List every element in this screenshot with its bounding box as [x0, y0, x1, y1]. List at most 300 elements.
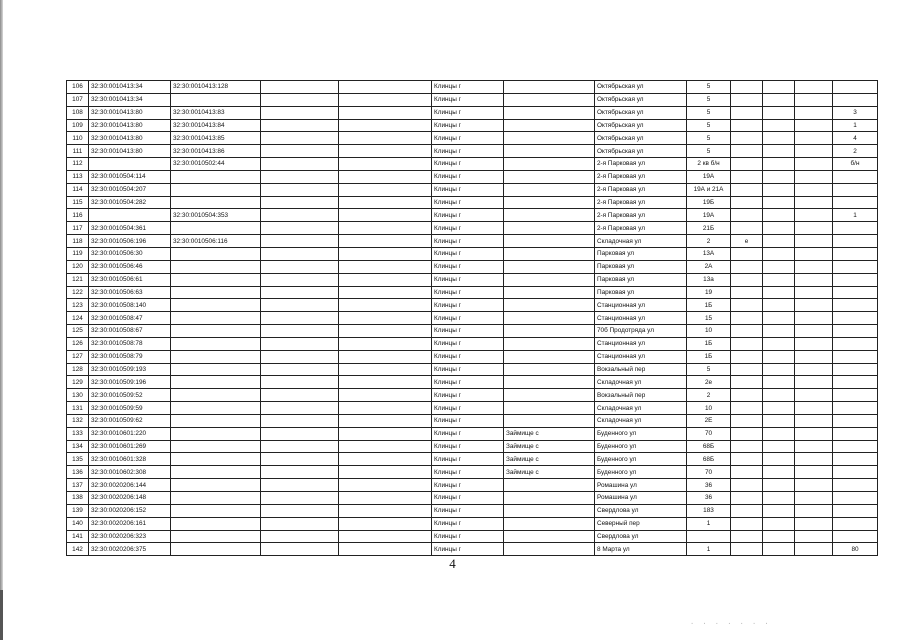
cell-blank-col-b [339, 325, 432, 338]
cell-street: 2-я Парковая ул [595, 158, 687, 171]
cell-cadastral-number: 32:30:0010508:79 [89, 350, 171, 363]
cell-cadastral-number: 32:30:0010508:140 [89, 299, 171, 312]
cell-city: Клинцы г [432, 209, 504, 222]
cell-settlement [504, 286, 595, 299]
table-row [67, 543, 878, 556]
cell-city: Клинцы г [432, 492, 504, 505]
cell-cadastral-number: 32:30:0010509:193 [89, 363, 171, 376]
cell-blank-col-a [261, 479, 339, 492]
cell-settlement [504, 132, 595, 145]
cell-apartment-number: 1 [833, 209, 878, 222]
cell-blank-col-c [763, 119, 795, 132]
cell-settlement [504, 119, 595, 132]
cell-row-number: 140 [67, 517, 89, 530]
cell-blank-col-d [795, 376, 833, 389]
cell-row-number: 134 [67, 440, 89, 453]
cell-apartment-number [833, 504, 878, 517]
cell-house-number: 19 [687, 286, 731, 299]
cell-blank-col-a [261, 119, 339, 132]
cell-blank-col-c [763, 260, 795, 273]
cell-apartment-number [833, 222, 878, 235]
cell-city: Клинцы г [432, 106, 504, 119]
cell-cadastral-number: 32:30:0010506:46 [89, 260, 171, 273]
cell-apartment-number [833, 170, 878, 183]
cell-cadastral-number: 32:30:0010506:63 [89, 286, 171, 299]
cell-cadastral-number: 32:30:0010601:269 [89, 440, 171, 453]
cell-blank-col-c [763, 158, 795, 171]
cell-blank-col-a [261, 183, 339, 196]
cell-inner-cadastral-number [171, 93, 261, 106]
cell-house-number: 5 [687, 106, 731, 119]
cell-blank-col-b [339, 389, 432, 402]
cell-settlement [504, 517, 595, 530]
cell-blank-col-a [261, 286, 339, 299]
cell-house-number: 19Б [687, 196, 731, 209]
cell-blank-col-d [795, 196, 833, 209]
cell-settlement [504, 222, 595, 235]
cell-blank-col-b [339, 158, 432, 171]
registry-table [66, 80, 878, 556]
cell-blank-col-a [261, 427, 339, 440]
cell-house-number: 1Б [687, 350, 731, 363]
cell-cadastral-number: 32:30:0010504:361 [89, 222, 171, 235]
cell-blank-col-d [795, 479, 833, 492]
cell-building-letter [731, 273, 763, 286]
cell-cadastral-number: 32:30:0010509:196 [89, 376, 171, 389]
cell-building-letter [731, 440, 763, 453]
cell-city: Клинцы г [432, 81, 504, 94]
cell-apartment-number: 2 [833, 145, 878, 158]
cell-street: Парковая ул [595, 273, 687, 286]
cell-house-number: 15 [687, 312, 731, 325]
table-row [67, 453, 878, 466]
cell-house-number: 2Е [687, 414, 731, 427]
cell-building-letter [731, 106, 763, 119]
cell-inner-cadastral-number [171, 479, 261, 492]
cell-city: Клинцы г [432, 170, 504, 183]
cell-cadastral-number [89, 209, 171, 222]
table-row [67, 325, 878, 338]
cell-blank-col-b [339, 170, 432, 183]
cell-apartment-number: 80 [833, 543, 878, 556]
cell-street: 2-я Парковая ул [595, 196, 687, 209]
cell-house-number: 19А и 21А [687, 183, 731, 196]
cell-apartment-number [833, 260, 878, 273]
cell-city: Клинцы г [432, 440, 504, 453]
cell-row-number: 107 [67, 93, 89, 106]
cell-row-number: 132 [67, 414, 89, 427]
cell-city: Клинцы г [432, 247, 504, 260]
cell-house-number: 2А [687, 260, 731, 273]
table-row [67, 286, 878, 299]
table-row [67, 260, 878, 273]
table-row [67, 273, 878, 286]
table-row [67, 209, 878, 222]
cell-blank-col-d [795, 530, 833, 543]
cell-house-number: 5 [687, 145, 731, 158]
cell-street: Складочная ул [595, 402, 687, 415]
cell-blank-col-a [261, 209, 339, 222]
cell-inner-cadastral-number [171, 273, 261, 286]
cell-row-number: 129 [67, 376, 89, 389]
cell-building-letter [731, 376, 763, 389]
cell-settlement [504, 414, 595, 427]
cell-cadastral-number: 32:30:0010413:34 [89, 93, 171, 106]
cell-house-number: 19А [687, 170, 731, 183]
cell-cadastral-number: 32:30:0010506:30 [89, 247, 171, 260]
table-row [67, 504, 878, 517]
cell-row-number: 111 [67, 145, 89, 158]
cell-building-letter [731, 337, 763, 350]
cell-inner-cadastral-number [171, 183, 261, 196]
cell-blank-col-d [795, 299, 833, 312]
cell-building-letter [731, 389, 763, 402]
cell-cadastral-number: 32:30:0010509:62 [89, 414, 171, 427]
cell-blank-col-d [795, 325, 833, 338]
cell-house-number: 1 [687, 517, 731, 530]
cell-row-number: 124 [67, 312, 89, 325]
cell-blank-col-c [763, 325, 795, 338]
cell-blank-col-a [261, 132, 339, 145]
cell-blank-col-b [339, 273, 432, 286]
cell-street: Станционная ул [595, 337, 687, 350]
table-row [67, 376, 878, 389]
cell-street: Складочная ул [595, 376, 687, 389]
cell-inner-cadastral-number [171, 299, 261, 312]
cell-house-number: 1 [687, 543, 731, 556]
cell-house-number: 5 [687, 81, 731, 94]
cell-inner-cadastral-number [171, 466, 261, 479]
cell-city: Клинцы г [432, 273, 504, 286]
cell-apartment-number [833, 93, 878, 106]
cell-blank-col-a [261, 440, 339, 453]
cell-apartment-number [833, 299, 878, 312]
cell-blank-col-d [795, 312, 833, 325]
cell-settlement [504, 543, 595, 556]
cell-house-number: 2 кв б/н [687, 158, 731, 171]
cell-apartment-number [833, 427, 878, 440]
cell-inner-cadastral-number [171, 440, 261, 453]
cell-row-number: 110 [67, 132, 89, 145]
cell-settlement [504, 170, 595, 183]
cell-blank-col-d [795, 209, 833, 222]
cell-apartment-number [833, 312, 878, 325]
cell-blank-col-a [261, 492, 339, 505]
cell-inner-cadastral-number [171, 247, 261, 260]
cell-city: Клинцы г [432, 145, 504, 158]
cell-blank-col-d [795, 466, 833, 479]
table-row [67, 530, 878, 543]
cell-cadastral-number: 32:30:0020206:144 [89, 479, 171, 492]
cell-house-number: 70 [687, 466, 731, 479]
cell-city: Клинцы г [432, 389, 504, 402]
cell-blank-col-a [261, 170, 339, 183]
cell-building-letter [731, 312, 763, 325]
cell-blank-col-b [339, 106, 432, 119]
cell-city: Клинцы г [432, 363, 504, 376]
cell-blank-col-b [339, 376, 432, 389]
cell-cadastral-number: 32:30:0010413:80 [89, 119, 171, 132]
cell-row-number: 131 [67, 402, 89, 415]
cell-blank-col-c [763, 132, 795, 145]
cell-blank-col-c [763, 235, 795, 248]
cell-blank-col-c [763, 427, 795, 440]
cell-blank-col-a [261, 337, 339, 350]
cell-cadastral-number: 32:30:0020206:148 [89, 492, 171, 505]
cell-apartment-number [833, 440, 878, 453]
table-row [67, 299, 878, 312]
cell-cadastral-number: 32:30:0010504:207 [89, 183, 171, 196]
cell-row-number: 109 [67, 119, 89, 132]
page-number: 4 [449, 556, 456, 571]
table-row [67, 427, 878, 440]
cell-blank-col-a [261, 222, 339, 235]
cell-house-number: 19А [687, 209, 731, 222]
cell-settlement [504, 196, 595, 209]
cell-blank-col-b [339, 312, 432, 325]
cell-house-number: 36 [687, 492, 731, 505]
cell-building-letter [731, 183, 763, 196]
cell-apartment-number [833, 273, 878, 286]
cell-apartment-number [833, 325, 878, 338]
cell-row-number: 127 [67, 350, 89, 363]
cell-apartment-number: 4 [833, 132, 878, 145]
cell-blank-col-b [339, 440, 432, 453]
cell-building-letter [731, 119, 763, 132]
cell-city: Клинцы г [432, 479, 504, 492]
cell-blank-col-c [763, 222, 795, 235]
cell-house-number: 5 [687, 363, 731, 376]
cell-street: Октябрьская ул [595, 132, 687, 145]
cell-street: Станционная ул [595, 299, 687, 312]
cell-building-letter [731, 260, 763, 273]
cell-settlement [504, 145, 595, 158]
cell-row-number: 135 [67, 453, 89, 466]
cell-blank-col-c [763, 504, 795, 517]
table-row [67, 363, 878, 376]
cell-settlement: Займище с [504, 440, 595, 453]
cell-blank-col-c [763, 183, 795, 196]
cell-settlement [504, 260, 595, 273]
cell-apartment-number [833, 337, 878, 350]
cell-city: Клинцы г [432, 183, 504, 196]
cell-settlement [504, 93, 595, 106]
cell-apartment-number [833, 350, 878, 363]
cell-blank-col-b [339, 132, 432, 145]
cell-row-number: 122 [67, 286, 89, 299]
cell-building-letter [731, 492, 763, 505]
cell-cadastral-number: 32:30:0020206:323 [89, 530, 171, 543]
cell-building-letter [731, 479, 763, 492]
cell-city: Клинцы г [432, 376, 504, 389]
cell-blank-col-d [795, 132, 833, 145]
cell-blank-col-a [261, 402, 339, 415]
cell-house-number: 70 [687, 427, 731, 440]
cell-blank-col-b [339, 145, 432, 158]
cell-inner-cadastral-number: 32:30:0010413:85 [171, 132, 261, 145]
cell-settlement [504, 106, 595, 119]
cell-building-letter [731, 350, 763, 363]
cell-city: Клинцы г [432, 222, 504, 235]
cell-blank-col-b [339, 235, 432, 248]
cell-blank-col-a [261, 247, 339, 260]
cell-blank-col-d [795, 414, 833, 427]
cell-row-number: 117 [67, 222, 89, 235]
cell-inner-cadastral-number: 32:30:0010502:44 [171, 158, 261, 171]
cell-row-number: 113 [67, 170, 89, 183]
cell-house-number: 13А [687, 247, 731, 260]
cell-blank-col-b [339, 530, 432, 543]
cell-blank-col-c [763, 196, 795, 209]
cell-apartment-number: 3 [833, 106, 878, 119]
cell-blank-col-a [261, 196, 339, 209]
cell-city: Клинцы г [432, 132, 504, 145]
cell-street: Буденного ул [595, 466, 687, 479]
cell-building-letter [731, 247, 763, 260]
cell-blank-col-a [261, 350, 339, 363]
cell-building-letter [731, 158, 763, 171]
cell-blank-col-d [795, 517, 833, 530]
cell-settlement [504, 530, 595, 543]
table-row [67, 222, 878, 235]
cell-inner-cadastral-number [171, 453, 261, 466]
cell-blank-col-d [795, 492, 833, 505]
cell-apartment-number [833, 196, 878, 209]
cell-blank-col-d [795, 543, 833, 556]
cell-inner-cadastral-number: 32:30:0010413:128 [171, 81, 261, 94]
cell-blank-col-a [261, 414, 339, 427]
cell-street: Станционная ул [595, 312, 687, 325]
cell-city: Клинцы г [432, 504, 504, 517]
cell-inner-cadastral-number [171, 312, 261, 325]
cell-cadastral-number: 32:30:0010413:80 [89, 132, 171, 145]
cell-blank-col-d [795, 402, 833, 415]
cell-cadastral-number: 32:30:0010601:328 [89, 453, 171, 466]
cell-street: Северный пер [595, 517, 687, 530]
cell-building-letter [731, 170, 763, 183]
cell-apartment-number [833, 81, 878, 94]
cell-settlement [504, 402, 595, 415]
cell-building-letter [731, 427, 763, 440]
cell-apartment-number [833, 376, 878, 389]
cell-house-number: 2е [687, 376, 731, 389]
cell-blank-col-d [795, 81, 833, 94]
cell-blank-col-a [261, 453, 339, 466]
cell-blank-col-a [261, 145, 339, 158]
cell-street: Вокзальный пер [595, 389, 687, 402]
cell-building-letter [731, 363, 763, 376]
cell-row-number: 133 [67, 427, 89, 440]
cell-street: Ромашина ул [595, 492, 687, 505]
cell-cadastral-number: 32:30:0010413:80 [89, 145, 171, 158]
cell-settlement [504, 389, 595, 402]
cell-building-letter [731, 414, 763, 427]
cell-street: Буденного ул [595, 453, 687, 466]
cell-house-number: 68Б [687, 440, 731, 453]
cell-blank-col-d [795, 363, 833, 376]
cell-inner-cadastral-number: 32:30:0010413:84 [171, 119, 261, 132]
cell-settlement [504, 492, 595, 505]
cell-street: Складочная ул [595, 414, 687, 427]
cell-row-number: 123 [67, 299, 89, 312]
cell-blank-col-a [261, 81, 339, 94]
cell-blank-col-c [763, 414, 795, 427]
cell-row-number: 137 [67, 479, 89, 492]
cell-row-number: 108 [67, 106, 89, 119]
scan-marks: . . . . . . . [690, 619, 771, 627]
registry-table-body [67, 81, 878, 556]
cell-city: Клинцы г [432, 158, 504, 171]
cell-row-number: 118 [67, 235, 89, 248]
cell-city: Клинцы г [432, 517, 504, 530]
cell-house-number: 10 [687, 325, 731, 338]
table-row [67, 132, 878, 145]
cell-row-number: 141 [67, 530, 89, 543]
cell-house-number: 10 [687, 402, 731, 415]
cell-blank-col-c [763, 106, 795, 119]
cell-blank-col-c [763, 350, 795, 363]
cell-cadastral-number: 32:30:0010504:282 [89, 196, 171, 209]
cell-house-number: 68Б [687, 453, 731, 466]
scan-left-edge-dark [0, 590, 3, 640]
cell-inner-cadastral-number [171, 389, 261, 402]
cell-house-number: 5 [687, 132, 731, 145]
cell-street: Октябрьская ул [595, 81, 687, 94]
cell-settlement [504, 376, 595, 389]
cell-house-number: 1Б [687, 337, 731, 350]
cell-house-number: 5 [687, 93, 731, 106]
cell-settlement [504, 312, 595, 325]
cell-apartment-number [833, 492, 878, 505]
cell-blank-col-c [763, 145, 795, 158]
cell-street: Буденного ул [595, 440, 687, 453]
cell-apartment-number [833, 402, 878, 415]
cell-apartment-number [833, 235, 878, 248]
cell-cadastral-number: 32:30:0010413:34 [89, 81, 171, 94]
cell-blank-col-d [795, 260, 833, 273]
cell-blank-col-d [795, 273, 833, 286]
cell-blank-col-b [339, 119, 432, 132]
cell-blank-col-d [795, 247, 833, 260]
cell-building-letter: е [731, 235, 763, 248]
cell-settlement [504, 235, 595, 248]
cell-row-number: 106 [67, 81, 89, 94]
cell-apartment-number: б/н [833, 158, 878, 171]
cell-city: Клинцы г [432, 453, 504, 466]
cell-blank-col-b [339, 183, 432, 196]
cell-blank-col-b [339, 93, 432, 106]
cell-blank-col-a [261, 504, 339, 517]
cell-settlement [504, 337, 595, 350]
cell-house-number: 2 [687, 235, 731, 248]
cell-blank-col-c [763, 466, 795, 479]
cell-blank-col-c [763, 530, 795, 543]
cell-blank-col-c [763, 81, 795, 94]
cell-building-letter [731, 196, 763, 209]
cell-building-letter [731, 286, 763, 299]
cell-blank-col-d [795, 286, 833, 299]
cell-apartment-number [833, 479, 878, 492]
cell-settlement: Займище с [504, 466, 595, 479]
cell-street: Свердлова ул [595, 504, 687, 517]
cell-inner-cadastral-number [171, 504, 261, 517]
table-row [67, 466, 878, 479]
cell-inner-cadastral-number [171, 427, 261, 440]
cell-row-number: 126 [67, 337, 89, 350]
cell-inner-cadastral-number: 32:30:0010504:353 [171, 209, 261, 222]
cell-blank-col-d [795, 183, 833, 196]
cell-blank-col-b [339, 222, 432, 235]
